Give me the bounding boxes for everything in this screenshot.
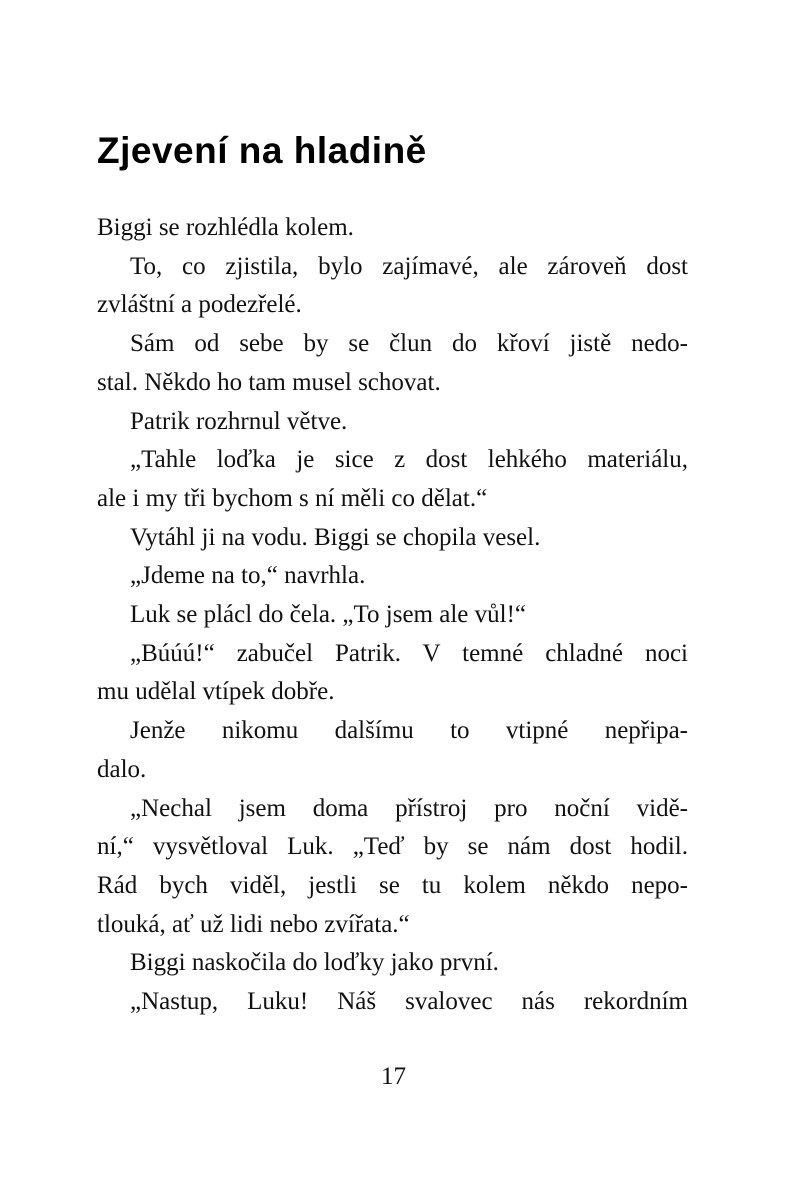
page-number: 17	[381, 1063, 406, 1090]
text-line: Sám od sebe by se člun do křoví jistě nedo-	[130, 330, 688, 358]
text-line: „Jdeme na to,“ navrhla.	[130, 562, 366, 590]
paragraph	[97, 209, 688, 248]
text-line: ní,“ vysvětloval Luk. „Teď by se nám dost hodil.	[97, 833, 688, 861]
text-line: „Tahle loďka je sice z dost lehkého materiálu,	[130, 446, 688, 474]
text-line: tlouká, ať už lidi nebo zvířata.“	[97, 910, 410, 938]
text-line: „Nastup, Luku! Náš svalovec nás rekordním	[130, 988, 688, 1016]
body-text	[97, 209, 688, 1022]
text-line: ale i my tři bychom s ní měli co dělat.“	[97, 484, 488, 512]
text-line: Patrik rozhrnul větve.	[130, 407, 348, 435]
paragraph	[97, 635, 688, 712]
chapter-title: Zjevení na hladině	[97, 130, 427, 171]
text-line: Jenže nikomu dalšímu to vtipné nepřipa-	[130, 717, 688, 745]
paragraph	[97, 403, 688, 442]
text-line: Luk se plácl do čela. „To jsem ale vůl!“	[130, 601, 527, 629]
paragraph	[97, 712, 688, 789]
text-line: mu udělal vtípek dobře.	[97, 678, 335, 706]
paragraph	[97, 557, 688, 596]
text-line: To, co zjistila, bylo zajímavé, ale zároveň dost	[130, 252, 688, 280]
paragraph	[97, 596, 688, 635]
paragraph	[97, 944, 688, 983]
paragraph	[97, 248, 688, 325]
text-line: Biggi se rozhlédla kolem.	[97, 214, 354, 241]
text-line: Biggi naskočila do loďky jako první.	[130, 949, 499, 977]
text-line: dalo.	[97, 755, 147, 783]
paragraph	[97, 441, 688, 518]
paragraph	[97, 519, 688, 558]
paragraph	[97, 325, 688, 402]
text-line: „Nechal jsem doma přístroj pro noční vidě-	[130, 794, 688, 822]
text-line: Vytáhl ji na vodu. Biggi se chopila vesel.	[130, 523, 541, 551]
text-line: „Búúú!“ zabučel Patrik. V temné chladné noci	[130, 639, 688, 667]
text-line: stal. Někdo ho tam musel schovat.	[97, 368, 441, 396]
paragraph	[97, 983, 688, 1022]
text-line: Rád bych viděl, jestli se tu kolem někdo nepo-	[97, 871, 688, 899]
text-line: zvláštní a podezřelé.	[97, 291, 302, 319]
paragraph	[97, 790, 688, 945]
